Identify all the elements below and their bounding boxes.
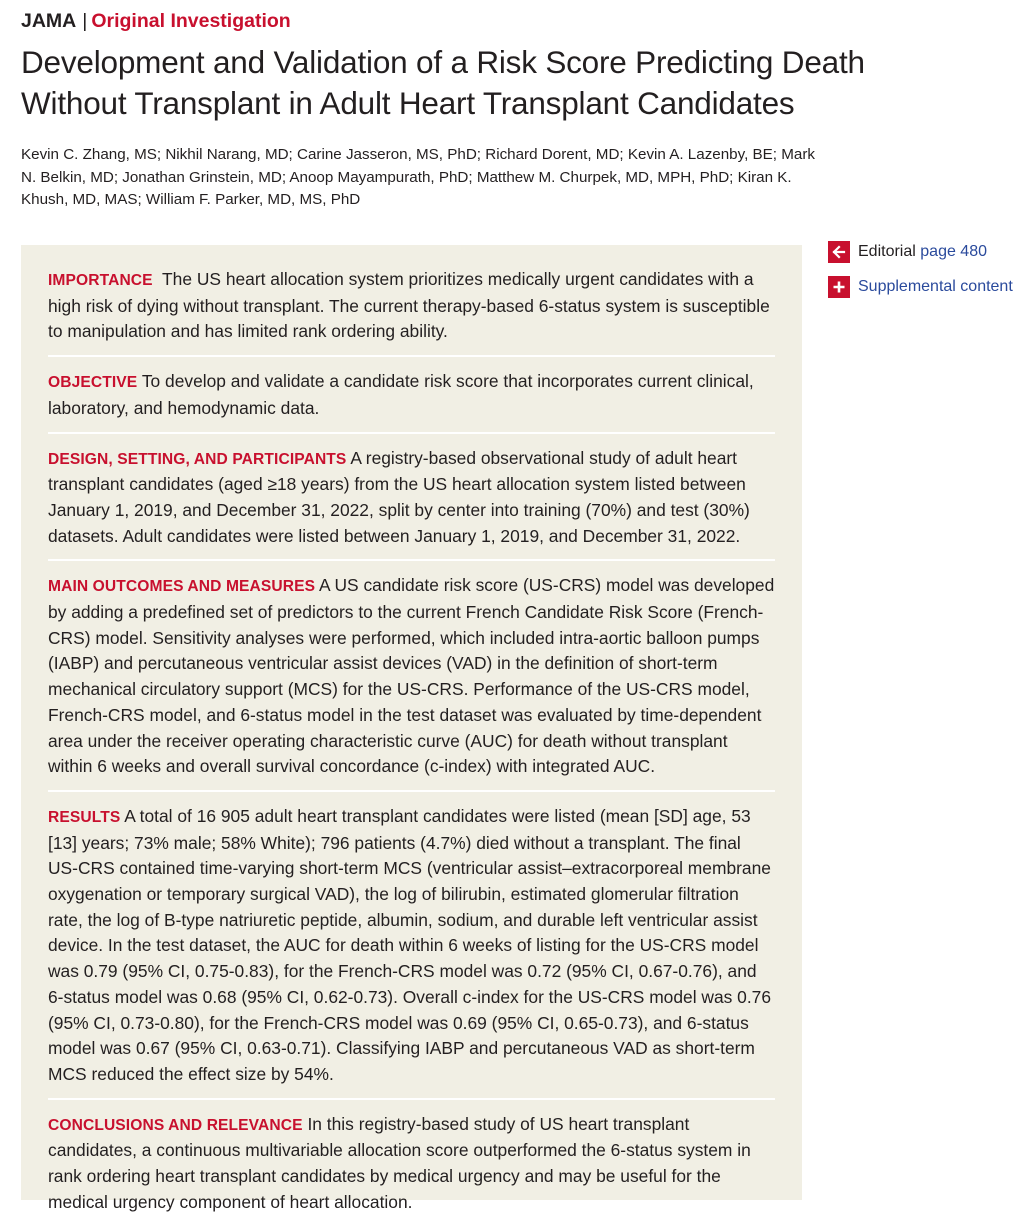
abstract-section-importance: [48, 265, 775, 357]
supplemental-label[interactable]: Supplemental content: [858, 278, 1013, 295]
arrow-left-icon: [828, 241, 850, 263]
results-text: A total of 16 905 adult heart transplant candidates were listed (mean [SD] age, 53 [13] years; 73% male; 58% White); 796 patients (4.7%) died without a transplant. The final US-CRS contained time-varying short-term MCS (ventricular assist–extracorporeal membrane oxygenation or temporary surgical VAD), the log of bilirubin, estimated glomerular filtration rate, the log of B-type natriuretic peptide, albumin, sodium, and durable left ventricular assist device. In the test dataset, the AUC for death within 6 weeks of listing for the US-CRS model was 0.79 (95% CI, 0.75-0.83), for the French-CRS model was 0.72 (95% CI, 0.67-0.76), and 6-status model was 0.68 (95% CI, 0.62-0.73). Overall c-index for the US-CRS model was 0.76 (95% CI, 0.73-0.80), for the French-CRS model was 0.69 (95% CI, 0.65-0.73), and 6-status model was 0.67 (95% CI, 0.63-0.71). Classifying IABP and percutaneous VAD as short-term MCS reduced the effect size by 54%.: [48, 805, 771, 1084]
conclusions-label: CONCLUSIONS AND RELEVANCE: [48, 1116, 303, 1134]
abstract-section-results: [48, 802, 775, 1100]
importance-text: The US heart allocation system prioritizes medically urgent candidates with a high risk of dying without transplant. The current therapy-based 6-status system is susceptible to manipulation and has limited rank ordering ability.: [48, 269, 770, 342]
objective-text: To develop and validate a candidate risk score that incorporates current clinical, laboratory, and hemodynamic data.: [48, 371, 754, 418]
abstract-section-design: [48, 444, 775, 562]
conclusions-text: In this registry-based study of US heart transplant candidates, a continuous multivariable allocation score outperformed the 6-status system in rank ordering heart transplant candidates by medical urgency and may be useful for the medical urgency component of heart allocation.: [48, 1113, 751, 1212]
editorial-page[interactable]: page 480: [920, 243, 987, 260]
design-text: A registry-based observational study of adult heart transplant candidates (aged ≥18 years) from the US heart allocation system listed between January 1, 2019, and December 31, 2022, split by center into training (70%) and test (30%) datasets. Adult candidates were listed between January 1, 2019, and December 31, 2022.: [48, 447, 750, 546]
abstract-section-outcomes: [48, 571, 775, 792]
journal-name: JAMA: [21, 10, 77, 32]
editorial-label: Editorial: [858, 243, 916, 260]
journal-header: [21, 8, 291, 34]
author-list: Kevin C. Zhang, MS; Nikhil Narang, MD; Carine Jasseron, MS, PhD; Richard Dorent, MD; Kevin A. Lazenby, BE; Mark N. Belkin, MD; Jonathan Grinstein, MD; Anoop Mayampurath, PhD; Matthew M. Churpek, MD, MPH, PhD; Kiran K. Khush, MD, MAS; William F. Parker, MD, MS, PhD: [21, 146, 815, 208]
results-label: RESULTS: [48, 808, 121, 826]
related-content-sidebar: [828, 240, 1033, 310]
abstract-section-conclusions: [48, 1110, 775, 1226]
objective-label: OBJECTIVE: [48, 374, 138, 392]
outcomes-text: A US candidate risk score (US-CRS) model was developed by adding a predefined set of predictors to the current French Candidate Risk Score (French-CRS) model. Sensitivity analyses were performed, which included intra-aortic balloon pumps (IABP) and percutaneous ventricular assist devices (VAD) in the definition of short-term mechanical circulatory support (MCS) for the US-CRS. Performance of the US-CRS model, French-CRS model, and 6-status model in the test dataset was evaluated by time-dependent area under the receiver operating characteristic curve (AUC) for death without transplant within 6 weeks and overall survival concordance (c-index) with integrated AUC.: [48, 575, 775, 777]
supplemental-link[interactable]: [828, 275, 1033, 299]
article-type: Original Investigation: [91, 10, 291, 32]
abstract: [21, 245, 802, 1212]
importance-label: IMPORTANCE: [48, 272, 153, 289]
abstract-section-objective: [48, 367, 775, 433]
outcomes-label: MAIN OUTCOMES AND MEASURES: [48, 578, 316, 596]
article-title: Development and Validation of a Risk Score Predicting Death Without Transplant in Adult Heart Transplant Candidates: [21, 44, 865, 121]
design-label: DESIGN, SETTING, AND PARTICIPANTS: [48, 450, 347, 468]
header-separator: |: [82, 10, 88, 32]
editorial-link[interactable]: [828, 240, 1033, 264]
plus-icon: [828, 276, 850, 298]
